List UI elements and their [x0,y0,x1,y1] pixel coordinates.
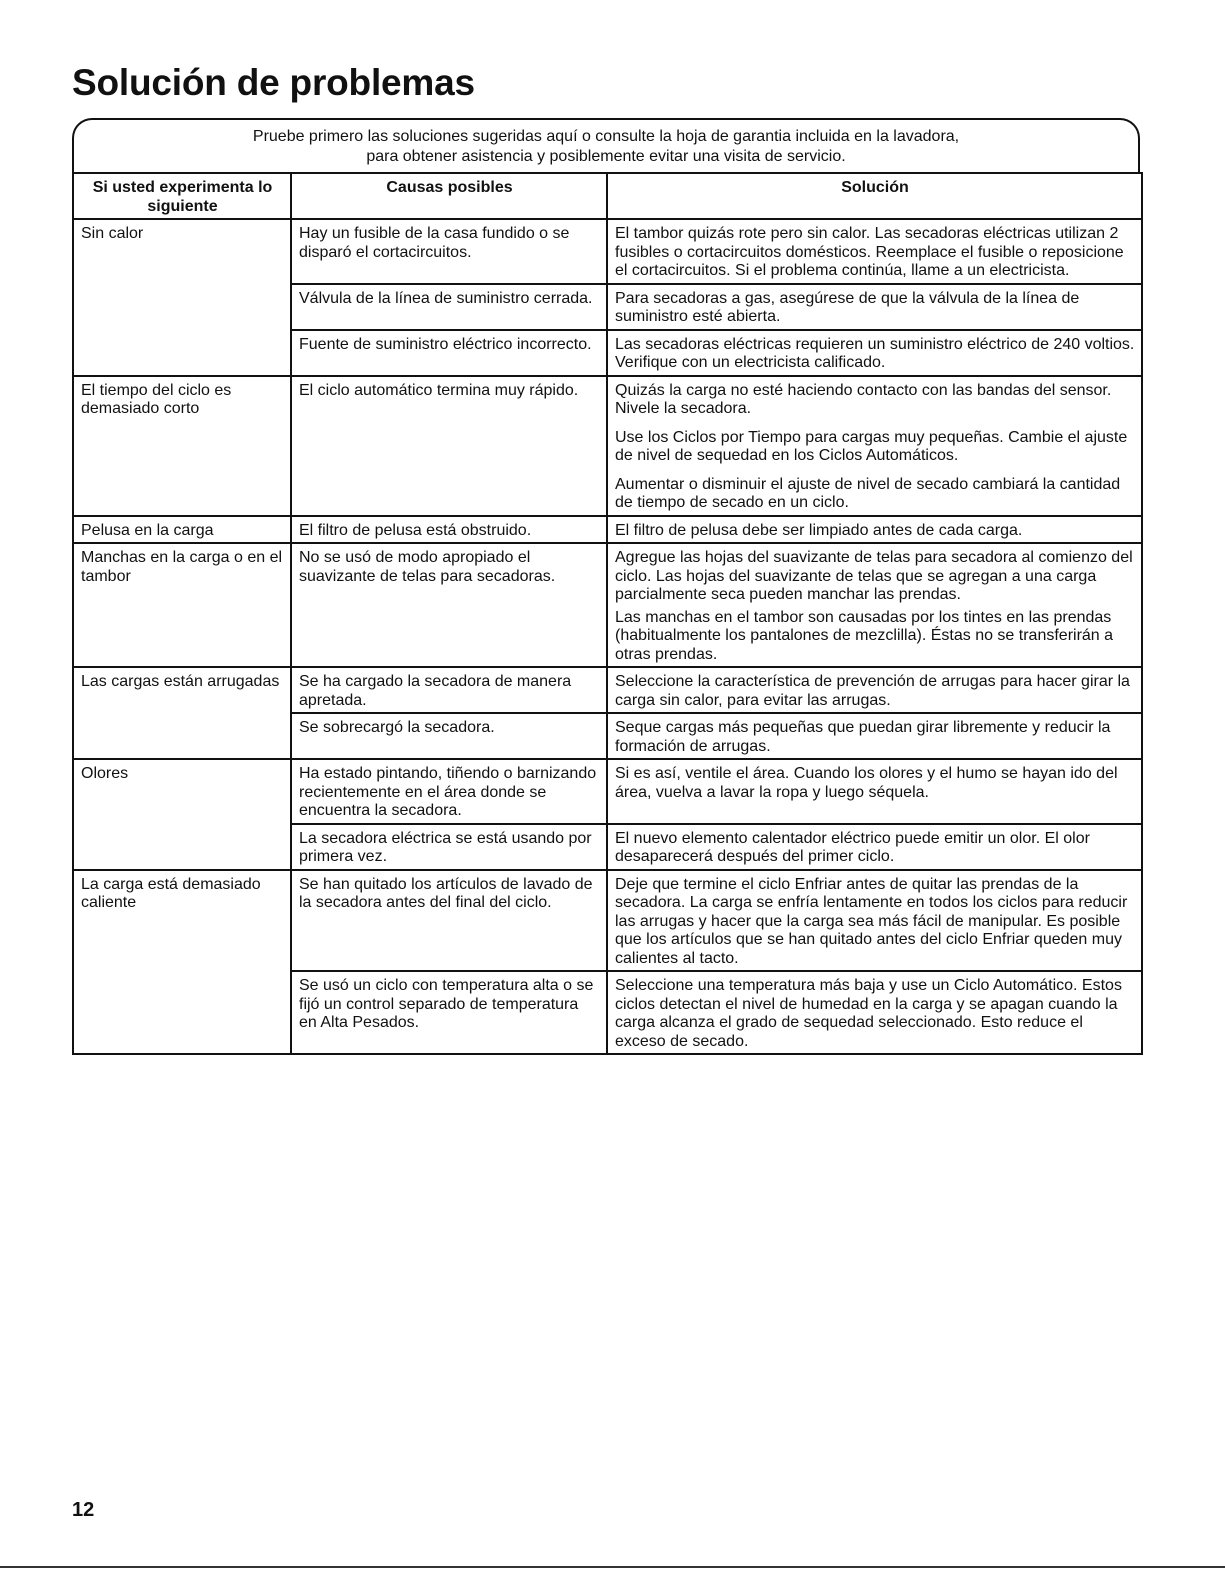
solution-text: Agregue las hojas del suavizante de telas para secadora al comienzo del ciclo. Las hojas del suavizante de telas que se agregan a una carga parcialmente seca pueden manchar las prendas. [615,549,1133,603]
table-row [73,516,1142,544]
problem-cell: El tiempo del ciclo es demasiado corto [73,376,291,516]
solution-cell [607,824,1142,870]
problem-cell: Pelusa en la carga [73,516,291,544]
solution-text: Seque cargas más pequeñas que puedan girar libremente y reducir la formación de arrugas. [615,719,1111,755]
solution-text: Quizás la carga no esté haciendo contacto con las bandas del sensor. Nivele la secadora. [615,381,1112,417]
cause-cell: Ha estado pintando, tiñendo o barnizando recientemente en el área donde se encuentra la secadora. [291,759,607,824]
cause-cell: El filtro de pelusa está obstruido. [291,516,607,544]
cause-cell: Fuente de suministro eléctrico incorrecto. [291,330,607,376]
solution-text: Aumentar o disminuir el ajuste de nivel de secado cambiará la cantidad de tiempo de secado en un ciclo. [615,475,1121,511]
cause-cell: Se ha cargado la secadora de manera apretada. [291,667,607,713]
solution-cell [607,667,1142,713]
solution-cell [607,870,1142,972]
solution-cell [607,516,1142,544]
intro-line-1: Pruebe primero las soluciones sugeridas aquí o consulte la hoja de garantia incluida en la lavadora, [252,128,960,145]
cause-cell: Se sobrecargó la secadora. [291,713,607,759]
header-cause: Causas posibles [291,173,607,219]
solution-cell [607,376,1142,516]
table-row [73,667,1142,713]
problem-cell: Manchas en la carga o en el tambor [73,543,291,667]
solution-cell [607,330,1142,376]
solution-text: Deje que termine el ciclo Enfriar antes de quitar las prendas de la secadora. La carga se enfría lentamente en todos los ciclos para reducir las arrugas y hacer que la carga sea más fácil de manipular. Es posible que los artículos que se han quitado antes del ciclo Enfriar queden muy calientes al tacto. [615,875,1128,967]
solution-text: Las manchas en el tambor son causadas por los tintes en las prendas (habitualmente los pantalones de mezclilla). Éstas no se transferirán a otras prendas. [615,608,1114,663]
solution-cell [607,219,1142,284]
solution-text: Las secadoras eléctricas requieren un suministro eléctrico de 240 voltios. Verifique con un electricista calificado. [615,335,1135,371]
intro-line-2: para obtener asistencia y posiblemente evitar una visita de servicio. [366,148,846,165]
solution-cell [607,971,1142,1054]
page-title: Solución de problemas [72,62,475,103]
header-solution: Solución [607,173,1142,219]
table-body [73,219,1142,1054]
page-number: 12 [72,1499,95,1521]
solution-text: El tambor quizás rote pero sin calor. Las secadoras eléctricas utilizan 2 fusibles o cortacircuitos domésticos. Reemplace el fusible o reposicione el cortacircuitos. Si el problema continúa, llame a un electricista. [615,225,1124,279]
cause-cell: Válvula de la línea de suministro cerrada. [291,284,607,330]
cause-cell: Se usó un ciclo con temperatura alta o se fijó un control separado de temperatura en Alta Pesados. [291,971,607,1054]
solution-cell [607,543,1142,667]
troubleshooting-table [72,172,1143,1055]
solution-cell [607,713,1142,759]
problem-cell: Las cargas están arrugadas [73,667,291,759]
solution-text: Si es así, ventile el área. Cuando los olores y el humo se hayan ido del área, vuelva a lavar la ropa y luego séquela. [615,765,1118,801]
solution-text: El nuevo elemento calentador eléctrico puede emitir un olor. El olor desaparecerá después del primer ciclo. [615,829,1090,865]
cause-cell: No se usó de modo apropiado el suavizante de telas para secadoras. [291,543,607,667]
solution-cell [607,284,1142,330]
table-header-row [73,173,1142,219]
table-row [73,870,1142,972]
solution-text: Para secadoras a gas, asegúrese de que la válvula de la línea de suministro esté abierta. [615,289,1080,325]
solution-text: Seleccione una temperatura más baja y use un Ciclo Automático. Estos ciclos detectan el nivel de humedad en la carga y se apagan cuando la carga alcanza el grado de sequedad seleccionado. Esto reduce el exceso de secado. [615,977,1122,1050]
cause-cell: El ciclo automático termina muy rápido. [291,376,607,516]
solution-text: Seleccione la característica de prevención de arrugas para hacer girar la carga sin calor, para evitar las arrugas. [615,673,1130,709]
problem-cell: La carga está demasiado caliente [73,870,291,1055]
header-problem: Si usted experimenta lo siguiente [73,173,291,219]
cause-cell: La secadora eléctrica se está usando por primera vez. [291,824,607,870]
bottom-divider [0,1566,1225,1568]
problem-cell: Sin calor [73,219,291,376]
solution-cell [607,759,1142,824]
cause-cell: Hay un fusible de la casa fundido o se disparó el cortacircuitos. [291,219,607,284]
cause-cell: Se han quitado los artículos de lavado de la secadora antes del final del ciclo. [291,870,607,972]
problem-cell: Olores [73,759,291,870]
intro-box [72,118,1140,172]
solution-text: Use los Ciclos por Tiempo para cargas muy pequeñas. Cambie el ajuste de nivel de sequedad en los Ciclos Automáticos. [615,428,1128,464]
table-row [73,376,1142,516]
table-row [73,543,1142,667]
table-row [73,759,1142,824]
table-row [73,219,1142,284]
solution-text: El filtro de pelusa debe ser limpiado antes de cada carga. [615,521,1023,539]
